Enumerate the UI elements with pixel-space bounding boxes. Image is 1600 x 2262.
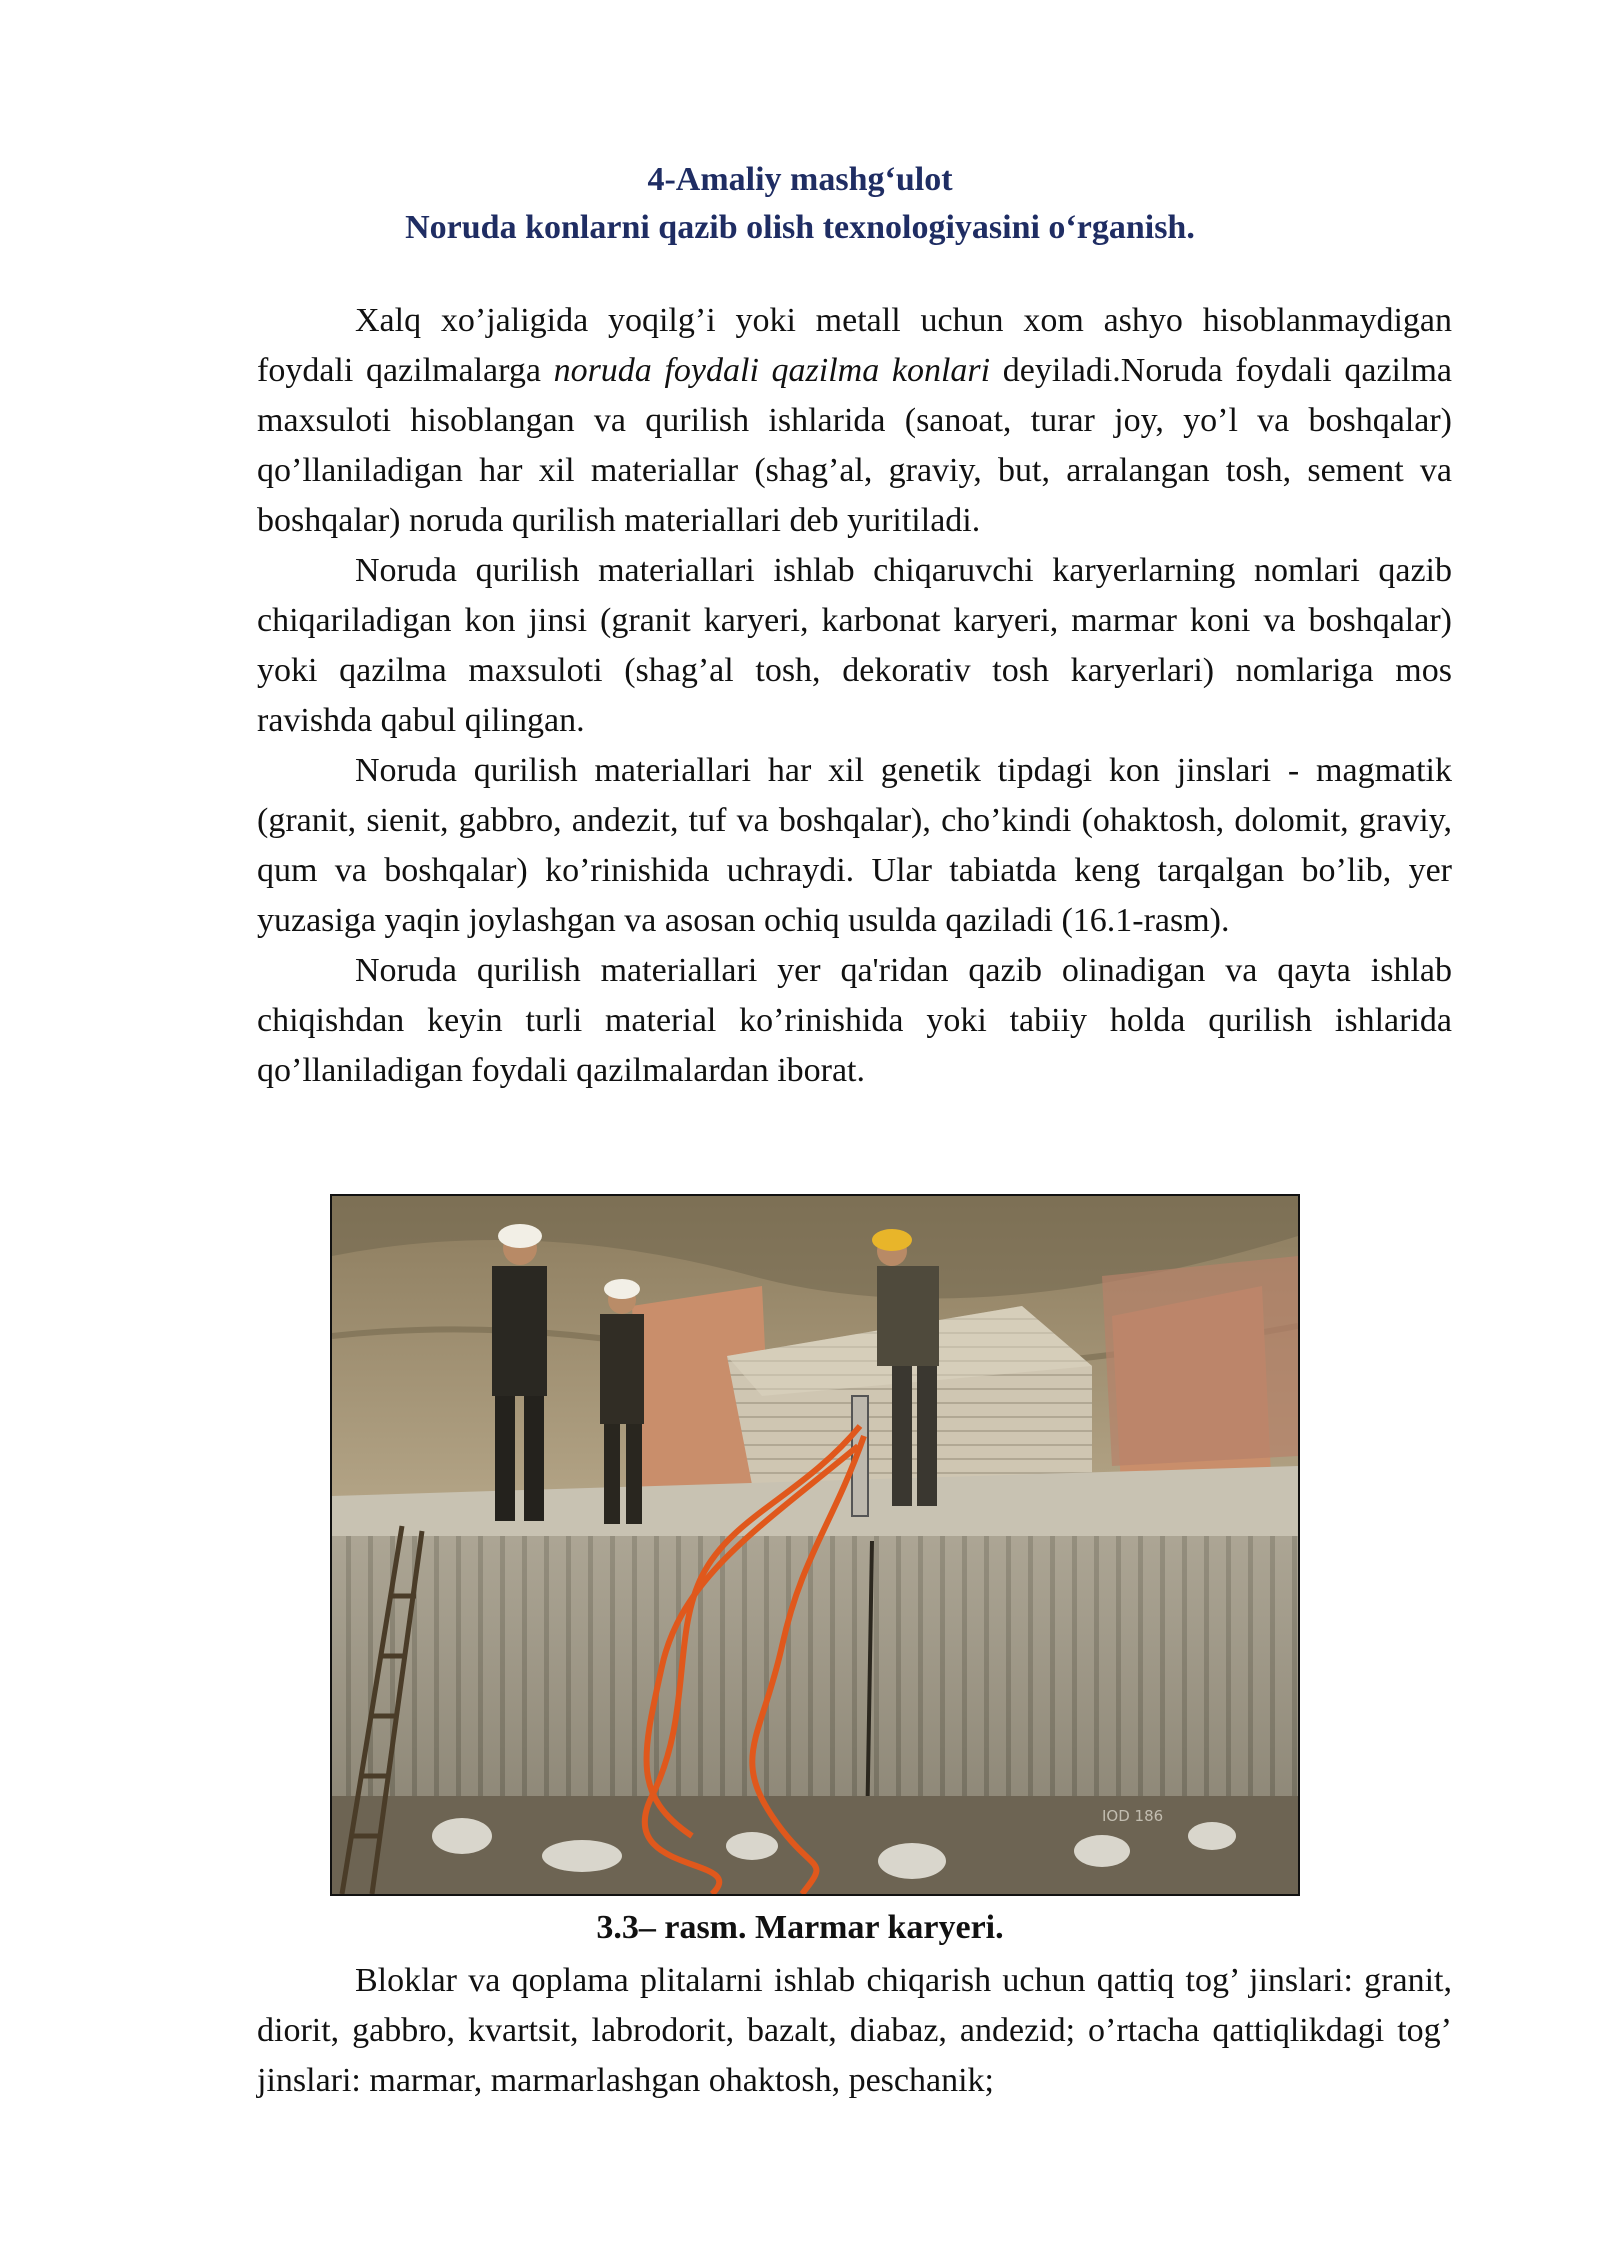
paragraph-3: Noruda qurilish materiallari har xil genetik tipdagi kon jinslari - magmatik (granit, sienit, gabbro, andezit, tuf va boshqalar), cho’kindi (ohaktosh, dolomit, graviy, qum va boshqalar) ko’rinishida uchraydi. Ular tabiatda keng tarqalgan bo’lib, yer yuzasiga yaqin joylashgan va asosan ochiq usulda qaziladi (16.1-rasm). xyxy=(257,752,1452,939)
marble-quarry-photo xyxy=(330,1194,1300,1896)
paragraph-1 xyxy=(257,296,1452,546)
paragraph-4: Noruda qurilish materiallari yer qa'ridan qazib olinadigan va qayta ishlab chiqishdan keyin turli material ko’rinishida yoki tabiiy holda qurilish ishlarida qo’llaniladigan foydali qazilmalardan iborat. xyxy=(257,952,1452,1089)
body-text-bottom xyxy=(257,1956,1452,2106)
figure-caption: 3.3– rasm. Marmar karyeri. xyxy=(596,1909,1004,1946)
paragraph-1-term: noruda foydali qazilma konlari xyxy=(553,352,991,389)
practice-title: 4-Amaliy mashg‘ulot xyxy=(647,161,953,198)
quarry-illustration xyxy=(332,1196,1298,1894)
body-text-top xyxy=(257,296,1452,1096)
paragraph-1-end: deyiladi.Noruda foydali qazilma maxsuloti hisoblangan va qurilish ishlarida (sanoat, turar joy, yo’l va boshqalar) qo’llaniladigan har xil materiallar (shag’al, graviy, but, arralangan tosh, sement va boshqalar) noruda qurilish materiallari deb yuritiladi. xyxy=(257,352,1452,539)
practice-subtitle: Noruda konlarni qazib olish texnologiyasini o‘rganish. xyxy=(405,209,1195,246)
photo-mark: IOD 186 xyxy=(1102,1807,1164,1825)
paragraph-1-start: Xalq xo’jaligida yoqilg’i yoki metall uchun xom ashyo hisoblanmaydigan foydali qazilmalarga xyxy=(257,302,1452,389)
paragraph-2: Noruda qurilish materiallari ishlab chiqaruvchi karyerlarning nomlari qazib chiqariladigan kon jinsi (granit karyeri, karbonat karyeri, marmar koni va boshqalar) yoki qazilma maxsuloti (shag’al tosh, dekorativ tosh karyerlari) nomlariga mos ravishda qabul qilingan. xyxy=(257,552,1452,739)
paragraph-5: Bloklar va qoplama plitalarni ishlab chiqarish uchun qattiq tog’ jinslari: granit, diorit, gabbro, kvartsit, labrodorit, bazalt, diabaz, andezid; o’rtacha qattiqlikdagi tog’ jinslari: marmar, marmarlashgan ohaktosh, peschanik; xyxy=(257,1962,1452,2099)
